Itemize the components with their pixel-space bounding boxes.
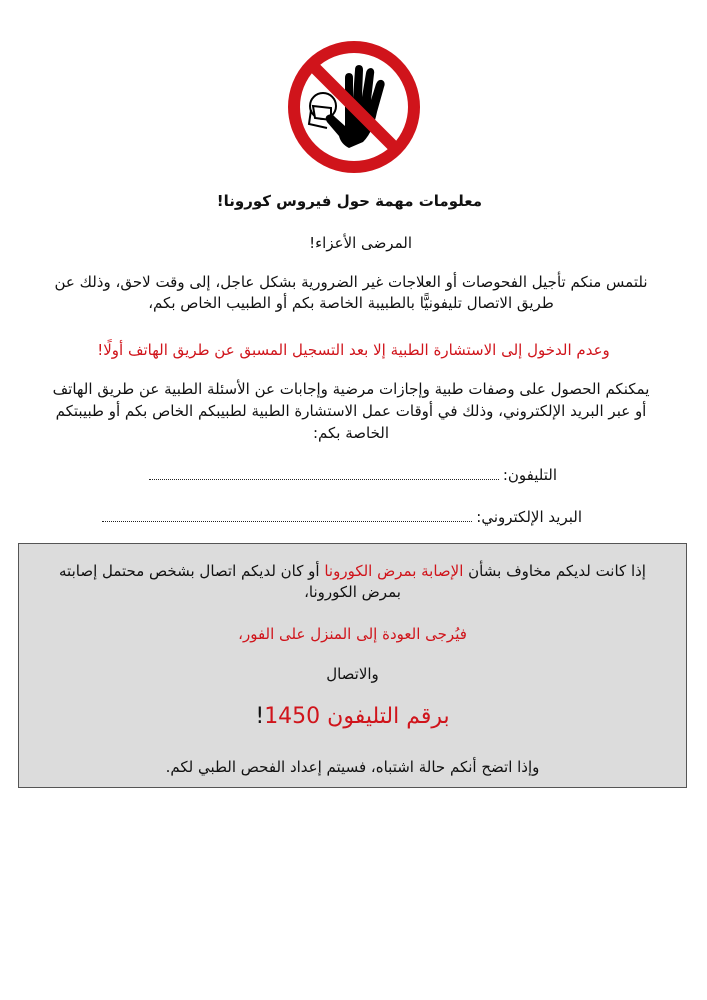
- box-line-suspected-case: وإذا اتضح أنكم حالة اشتباه، فسيتم إعداد الفحص الطبي لكم.: [165, 758, 540, 776]
- stop-hand-prohibition-icon: [287, 40, 421, 174]
- email-dotted-line: [102, 509, 472, 522]
- box-line-concern: [39, 561, 666, 603]
- corona-info-box: [18, 543, 687, 788]
- page-title: معلومات مهمة حول فيروس كورونا!: [216, 192, 482, 210]
- paragraph-remote-services: يمكنكم الحصول على وصفات طبية وإجازات مرضية وإجابات عن الأسئلة الطبية عن طريق الهاتف أو عبر البريد الإلكتروني، وذلك في أوقات عمل الاستشارة الطبية لطبيبكم الخاص بكم أو طبيبتكم الخاصة بكم:: [52, 380, 650, 442]
- phone-field: [149, 466, 557, 484]
- phone-dotted-line: [149, 467, 499, 480]
- email-label: البريد الإلكتروني:: [476, 508, 582, 526]
- box-line-call: والاتصال: [326, 665, 379, 683]
- email-field: [102, 508, 582, 526]
- phone-number-exclaim: !: [255, 704, 265, 729]
- box-line-phone-number: [39, 702, 666, 732]
- box-line1-red: الإصابة بمرض الكورونا: [324, 562, 464, 580]
- phone-label: التليفون:: [502, 466, 557, 484]
- paragraph-postpone: نلتمس منكم تأجيل الفحوصات أو العلاجات غير الضرورية بشكل عاجل، إلى وقت لاحق، وذلك عن طريق الاتصال تليفونيًّا بالطبيبة الخاصة بكم أو الطبيب الخاص بكم،: [54, 273, 648, 312]
- box-line1-post: أو كان لديكم اتصال بشخص محتمل إصابته بمرض الكورونا،: [59, 562, 401, 601]
- greeting: المرضى الأعزاء!: [309, 234, 412, 252]
- phone-number-text: برقم التليفون 1450: [264, 704, 450, 729]
- box-line1-pre: إذا كانت لديكم مخاوف بشأن: [463, 562, 646, 580]
- paragraph-register-first: وعدم الدخول إلى الاستشارة الطبية إلا بعد التسجيل المسبق عن طريق الهاتف أولًا!: [97, 341, 610, 359]
- box-line-go-home: فيُرجى العودة إلى المنزل على الفور،: [238, 625, 467, 643]
